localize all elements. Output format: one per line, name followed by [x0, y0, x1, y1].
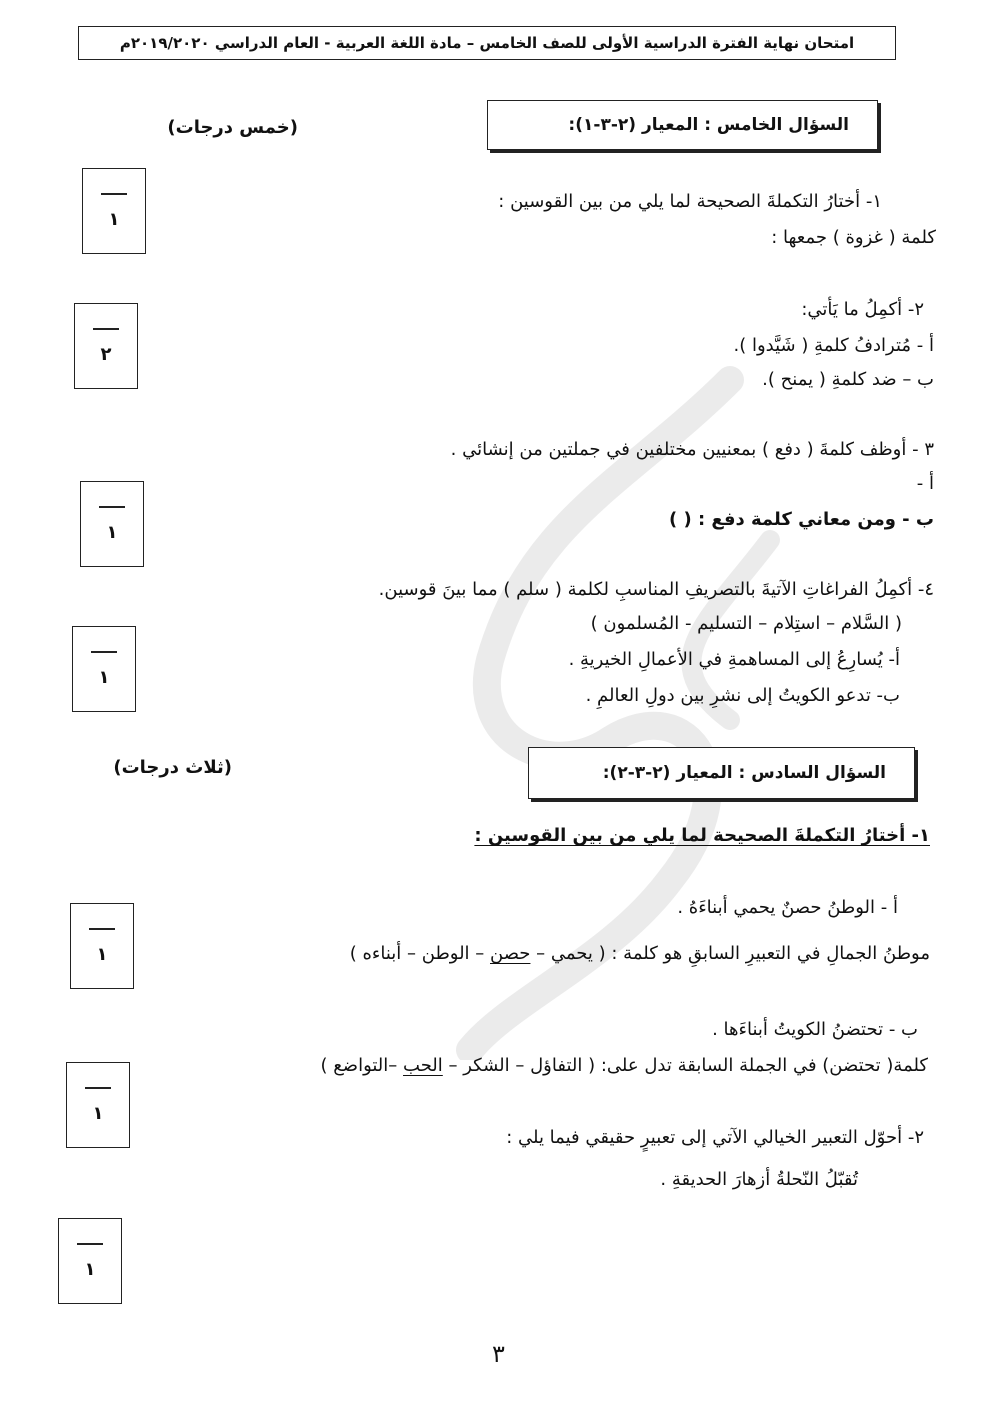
score-box	[82, 168, 146, 254]
score-line	[77, 1243, 103, 1245]
q6-item1-a-answer: حصن	[490, 943, 531, 964]
q6-item1-b-answer: الحب	[403, 1055, 443, 1076]
q5-item2-b: ب – ضد كلمةِ ( يمنح ).	[762, 369, 934, 390]
score-line	[93, 328, 119, 330]
score-line	[89, 928, 115, 930]
q6-item2-prompt: ٢- أحوّل التعبير الخيالي الآتي إلى تعبيرٍ حقيقي فيما يلي :	[506, 1127, 924, 1148]
score-box	[80, 481, 144, 567]
q5-item4-b: ب- تدعو الكويتُ إلى نشرِ بين دولِ العالمِ .	[585, 685, 900, 706]
q5-item4-options: ( السَّلام – استِلام – التسليم - المُسلمون )	[590, 613, 902, 634]
q6-item1-a-question	[350, 942, 930, 966]
q6-marks: (ثلاث درجات)	[113, 757, 232, 778]
q5-marks: (خمس درجات)	[167, 117, 298, 138]
q5-item3-prompt: ٣ - أوظف كلمةَ ( دفع ) بمعنيين مختلفين في جملتين من إنشائي .	[450, 439, 934, 460]
q5-item4-a: أ- يُسارِعُ إلى المساهمةِ في الأعمالِ الخيريةِ .	[568, 649, 900, 670]
score-value: ١	[92, 1102, 104, 1124]
score-value: ٢	[100, 343, 112, 365]
q6-item2-text: تُقبّلُ النّحلةُ أزهارَ الحديقةِ .	[660, 1169, 858, 1190]
q6-item1-b-question-post: –التواضع )	[320, 1055, 404, 1076]
q6-item1-a-question-post: – الوطن – أبناءه )	[349, 943, 490, 964]
q6-item1-prompt: ١- أختارُ التكملةَ الصحيحة لما يلي من بين القوسين :	[474, 825, 930, 846]
score-value: ١	[84, 1258, 96, 1280]
exam-header: امتحان نهاية الفترة الدراسية الأولى للصف الخامس – مادة اللغة العربية - العام الدراسي ٢٠١٩/٢٠٢٠م	[78, 26, 896, 60]
q6-item1-b-question-pre: كلمة( تحتضن) في الجملة السابقة تدل على: ( التفاؤل – الشكر –	[442, 1055, 928, 1076]
score-line	[85, 1087, 111, 1089]
q6-title-box	[528, 747, 915, 799]
q6-title: السؤال السادس : المعيار (٢-٣-٢):	[602, 763, 886, 783]
score-box	[58, 1218, 122, 1304]
score-box	[70, 903, 134, 989]
score-value: ١	[98, 666, 110, 688]
q5-item4-prompt: ٤- أكمِلُ الفراغاتِ الآتيةَ بالتصريفِ المناسبِ لكلمة ( سلم ) مما بينَ قوسين.	[378, 579, 934, 600]
score-line	[91, 651, 117, 653]
q5-item1-prompt: ١- أختارُ التكملةَ الصحيحة لما يلي من بين القوسين :	[498, 191, 882, 212]
q6-item1-a-question-pre: موطنُ الجمالِ في التعبيرِ السابقِ هو كلمة : ( يحمي –	[530, 943, 930, 964]
score-value: ١	[106, 521, 118, 543]
q5-item1-text: كلمة ( غزوة ) جمعها :	[771, 227, 936, 248]
q5-item2-prompt: ٢- أكمِلُ ما يَأتي:	[801, 299, 924, 320]
q5-title-box	[487, 100, 878, 150]
q6-item1-a: أ - الوطنُ حصنٌ يحمي أبناءَهُ .	[677, 897, 898, 918]
q6-item1-b: ب - تحتضنُ الكويتُ أبناءَها .	[712, 1019, 918, 1040]
score-box	[66, 1062, 130, 1148]
q5-title: السؤال الخامس : المعيار (٢-٣-١):	[568, 115, 849, 135]
q6-item1-b-question	[320, 1054, 928, 1078]
q5-item3-a: أ -	[916, 473, 934, 494]
q5-item3-b: ب - ومن معاني كلمة دفع : ( )	[668, 509, 934, 530]
score-line	[99, 506, 125, 508]
score-box	[74, 303, 138, 389]
score-value: ١	[108, 208, 120, 230]
page-number: ٣	[492, 1340, 505, 1368]
score-value: ١	[96, 943, 108, 965]
score-line	[101, 193, 127, 195]
score-box	[72, 626, 136, 712]
q5-item2-a: أ - مُترادفُ كلمةِ ( شَيَّدوا ).	[733, 335, 934, 356]
